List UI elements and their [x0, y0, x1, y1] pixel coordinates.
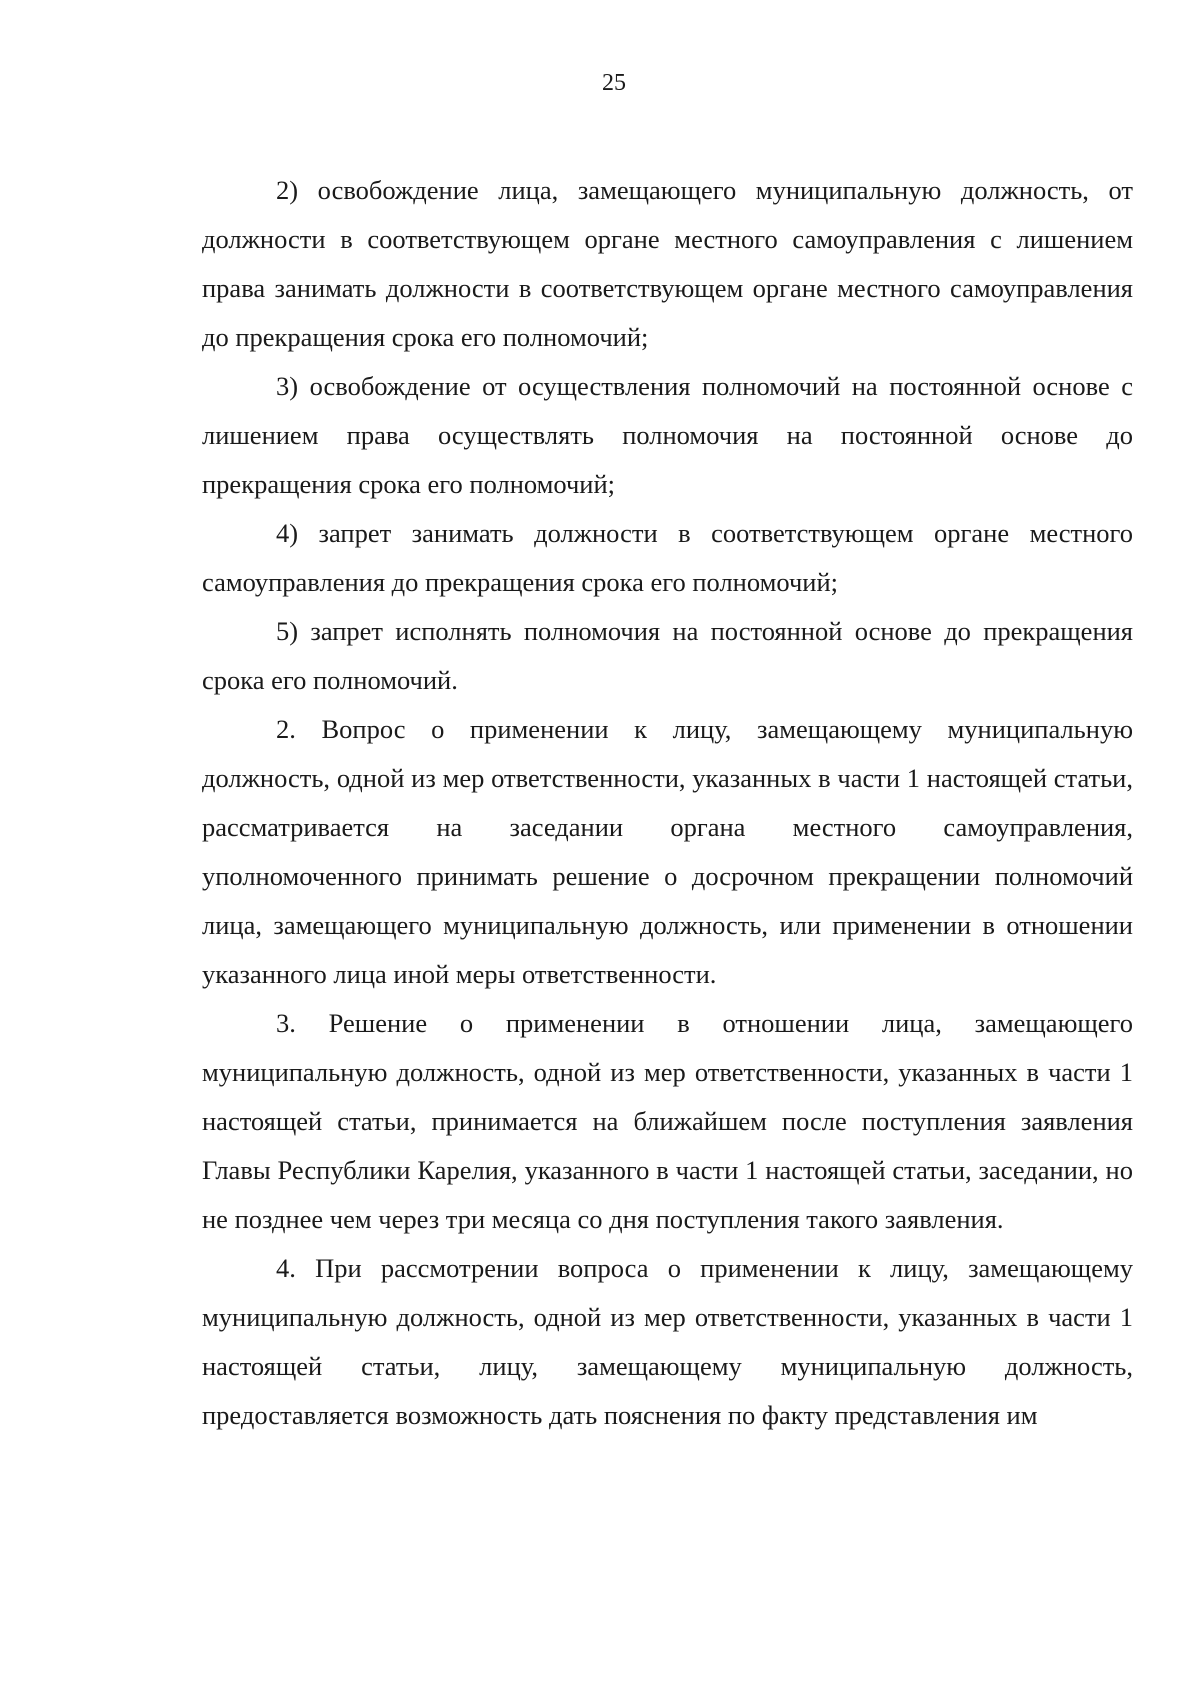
paragraph-part-4: 4. При рассмотрении вопроса о применении к лицу, замещающему муниципальную должность, одной из мер ответственности, указанных в части 1 настоящей статьи, лицу, замещающему муниципальную должность, предоставляется возможность дать пояснения по факту представления им — [202, 1253, 1133, 1430]
paragraph-part-2: 2. Вопрос о применении к лицу, замещающему муниципальную должность, одной из мер ответственности, указанных в части 1 настоящей статьи, рассматривается на заседании органа местного самоуправления, уполномоченного принимать решение о досрочном прекращении полномочий лица, замещающего муниципальную должность, или применении в отношении указанного лица иной меры ответственности. — [202, 714, 1133, 989]
paragraph-item-5: 5) запрет исполнять полномочия на постоянной основе до прекращения срока его полномочий. — [202, 616, 1133, 695]
document-body — [202, 166, 1133, 1440]
page-number: 25 — [602, 70, 626, 96]
paragraph-part-3: 3. Решение о применении в отношении лица, замещающего муниципальную должность, одной из мер ответственности, указанных в части 1 настоящей статьи, принимается на ближайшем после поступления заявления Главы Республики Карелия, указанного в части 1 настоящей статьи, заседании, но не позднее чем через три месяца со дня поступления такого заявления. — [202, 1008, 1133, 1234]
paragraph-item-4: 4) запрет занимать должности в соответствующем органе местного самоуправления до прекращения срока его полномочий; — [202, 518, 1133, 597]
paragraph-item-2: 2) освобождение лица, замещающего муниципальную должность, от должности в соответствующем органе местного самоуправления с лишением права занимать должности в соответствующем органе местного самоуправления до прекращения срока его полномочий; — [202, 175, 1133, 352]
paragraph-item-3: 3) освобождение от осуществления полномочий на постоянной основе с лишением права осуществлять полномочия на постоянной основе до прекращения срока его полномочий; — [202, 371, 1133, 499]
